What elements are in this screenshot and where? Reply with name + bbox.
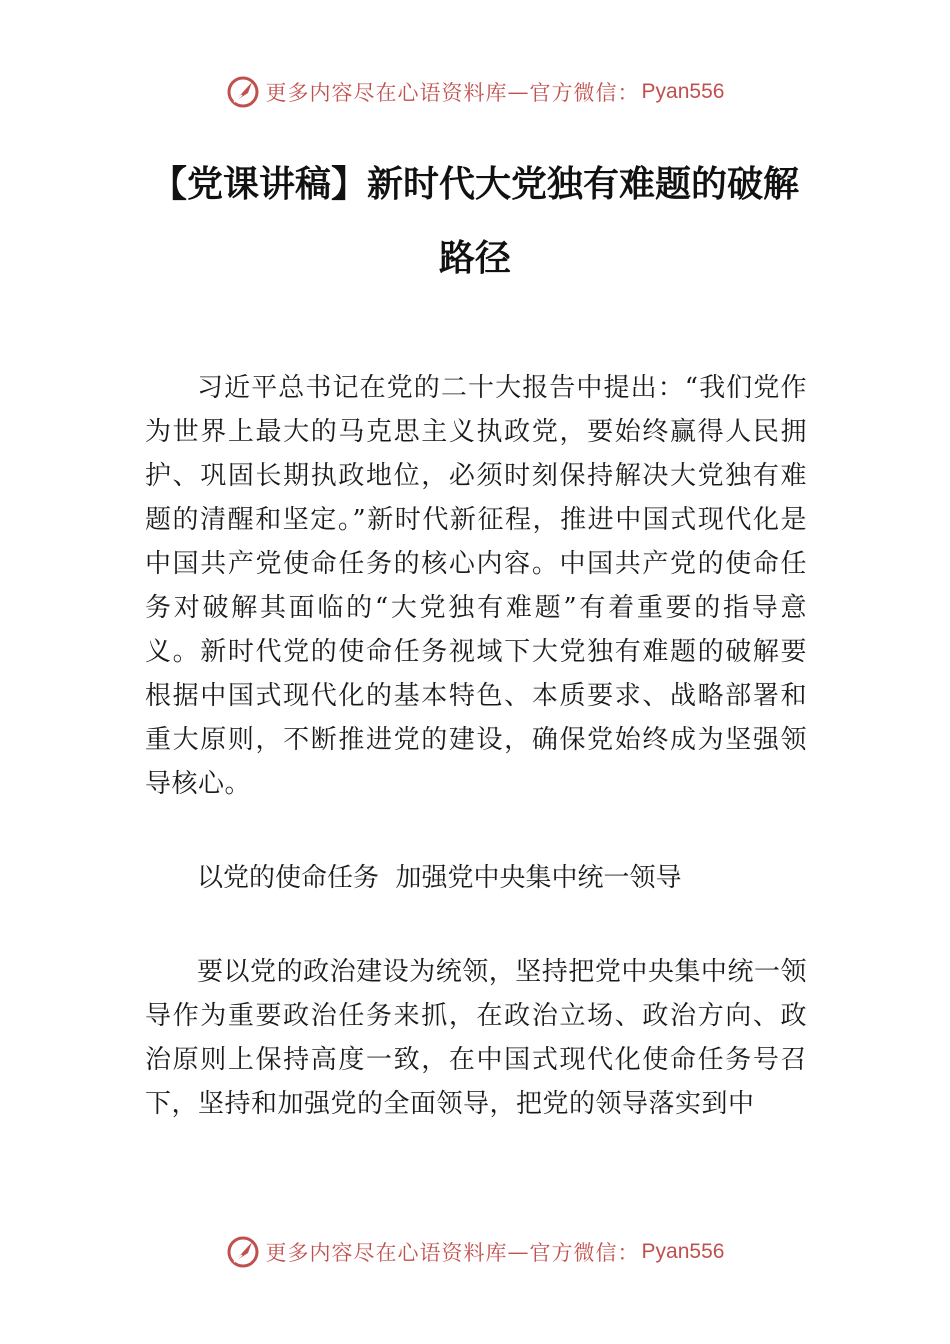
header-wechat-id: Pyan556 xyxy=(641,80,725,103)
quill-pen-logo-icon xyxy=(226,75,260,109)
header-banner-separator: — xyxy=(507,80,530,104)
footer-wechat-id: Pyan556 xyxy=(641,1240,725,1263)
section-heading: 以党的使命任务 加强党中央集中统一领导 xyxy=(197,863,682,893)
header-wechat-label: 官方微信： xyxy=(529,81,640,105)
footer-banner xyxy=(0,1230,950,1274)
body-paragraph: 要以党的政治建设为统领，坚持把党中央集中统一领导作为重要政治任务来抓，在政治立场、政治方向、政治原则上保持高度一致，在中国式现代化使命任务号召下，坚持和加强党的全面领导，把党的领导落实到中 xyxy=(145,957,807,1119)
header-banner-text: 更多内容尽在心语资料库 xyxy=(265,81,508,105)
footer-wechat-label: 官方微信： xyxy=(529,1241,640,1265)
document-body xyxy=(145,366,807,1126)
header-banner xyxy=(0,70,950,114)
body-paragraph: 习近平总书记在党的二十大报告中提出：“我们党作为世界上最大的马克思主义执政党，要始终赢得人民拥护、巩固长期执政地位，必须时刻保持解决大党独有难题的清醒和坚定。”新时代新征程，推进中国式现代化是中国共产党使命任务的核心内容。中国共产党的使命任务对破解其面临的“大党独有难题”有着重要的指导意义。新时代党的使命任务视域下大党独有难题的破解要根据中国式现代化的基本特色、本质要求、战略部署和重大原则，不断推进党的建设，确保党始终成为坚强领导核心。 xyxy=(145,373,807,799)
footer-banner-text: 更多内容尽在心语资料库 xyxy=(265,1241,508,1265)
quill-pen-logo-icon xyxy=(226,1235,260,1269)
footer-banner-separator: — xyxy=(507,1240,530,1264)
document-title: 【党课讲稿】新时代大党独有难题的破解路径 xyxy=(150,164,799,279)
